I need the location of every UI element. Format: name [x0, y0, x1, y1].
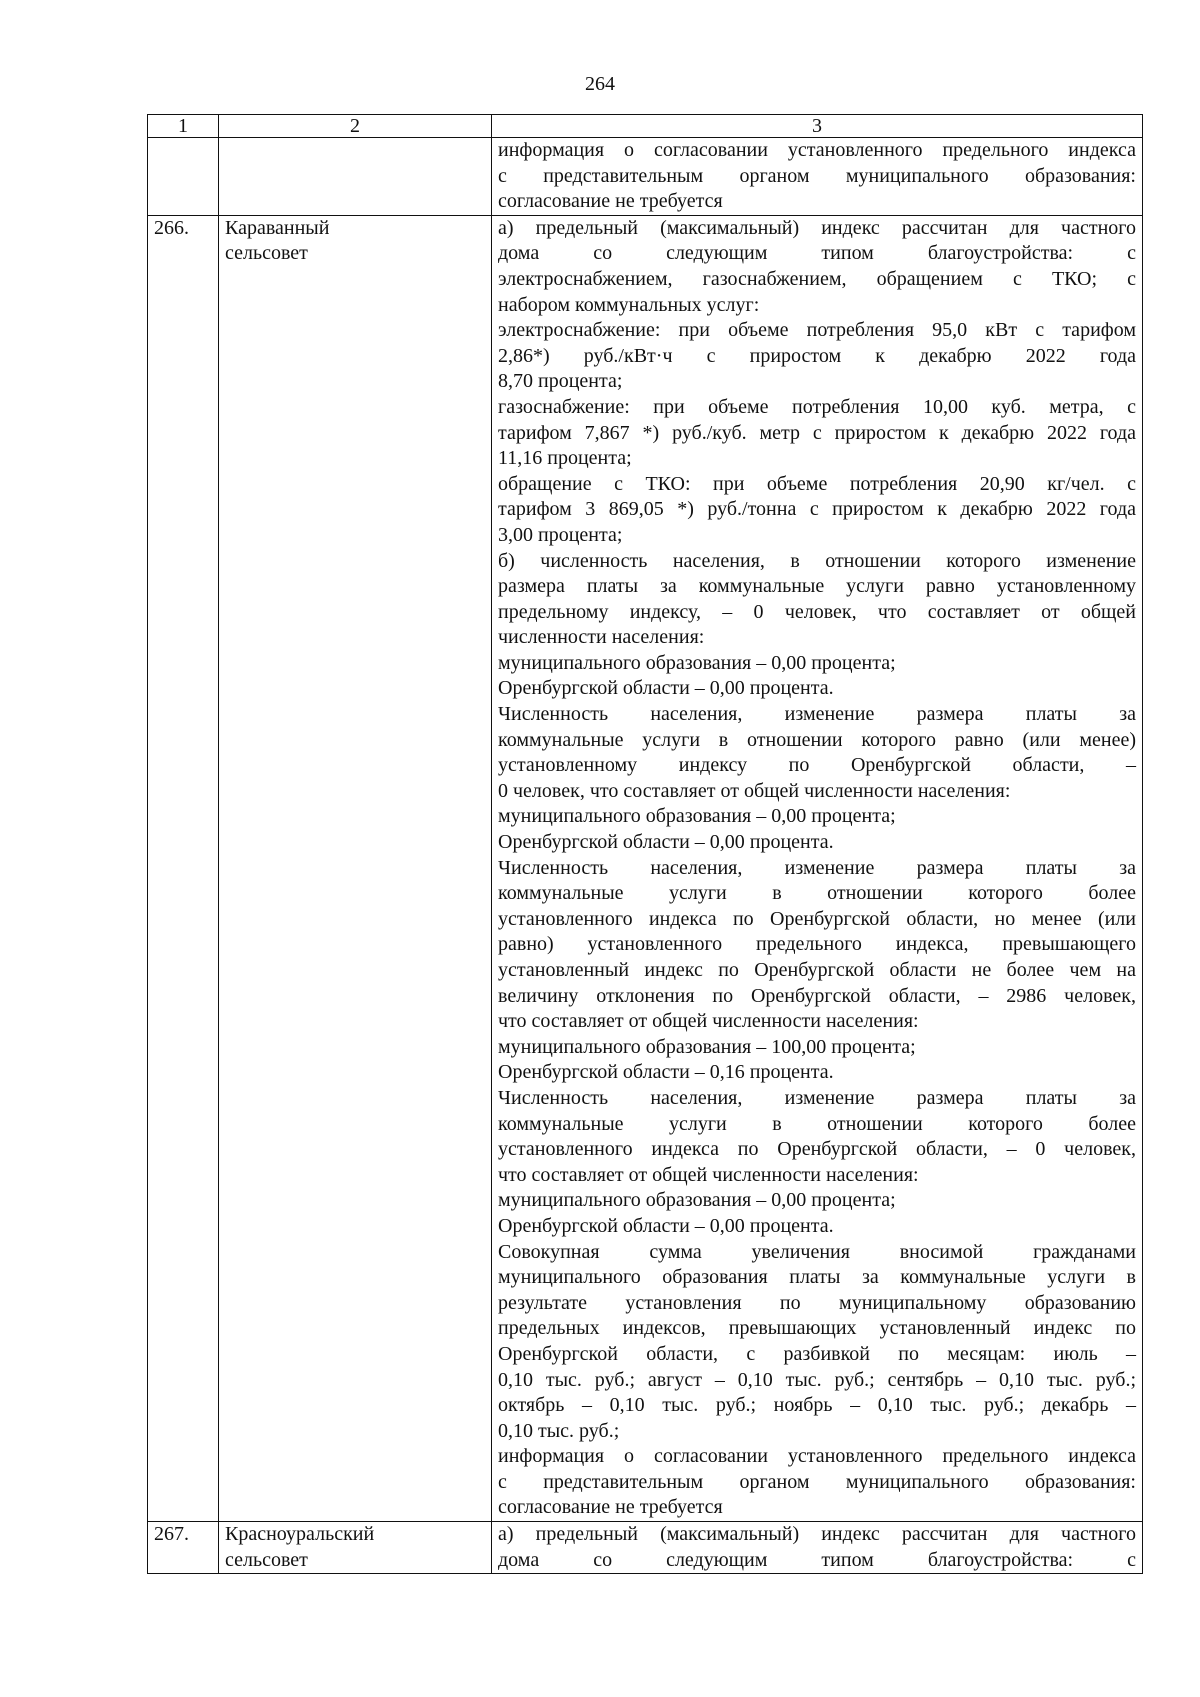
description-line: 0,10 тыс. руб.; август – 0,10 тыс. руб.; сентябрь – 0,10 тыс. руб.; — [498, 1368, 1136, 1391]
description-line: газоснабжение: при объеме потребления 10,00 куб. метра, с — [498, 395, 1136, 418]
description-line: обращение с ТКО: при объеме потребления 20,90 кг/чел. с — [498, 472, 1136, 495]
description-line: муниципального образования – 0,00 процента; — [498, 651, 896, 674]
description-line: Численность населения, изменение размера платы за — [498, 703, 1136, 726]
description-line: дома со следующим типом благоустройства: с — [498, 1548, 1136, 1571]
description-line: дома со следующим типом благоустройства: с — [498, 242, 1136, 265]
description-line: величину отклонения по Оренбургской области, – 2986 человек, — [498, 984, 1136, 1007]
description-cell — [492, 215, 1143, 1521]
description-line: Совокупная сумма увеличения вносимой гражданами — [498, 1240, 1136, 1263]
description-line: 11,16 процента; — [498, 447, 632, 470]
description-line: муниципального образования платы за коммунальные услуги в — [498, 1266, 1136, 1289]
page-number: 264 — [585, 73, 615, 95]
description-line: набором коммунальных услуг: — [498, 293, 760, 316]
municipality-name-cell — [219, 1522, 492, 1574]
description-line: муниципального образования – 100,00 процента; — [498, 1035, 916, 1058]
row-number-cell: 266. — [148, 215, 219, 1521]
description-line: согласование не требуется — [498, 1496, 723, 1519]
description-line: информация о согласовании установленного предельного индекса — [498, 1445, 1136, 1468]
description-line: коммунальные услуги в отношении которого равно (или менее) — [498, 728, 1136, 751]
header-cell-3: 3 — [492, 115, 1143, 138]
description-line: Оренбургской области – 0,00 процента. — [498, 831, 834, 854]
description-line: Оренбургской области, с разбивкой по месяцам: июль – — [498, 1342, 1136, 1365]
description-line: Оренбургской области – 0,00 процента. — [498, 1214, 834, 1237]
description-line: тарифом 3 869,05 *) руб./тонна с приростом к декабрю 2022 года — [498, 498, 1136, 521]
header-cell-2: 2 — [219, 115, 492, 138]
description-cell — [492, 138, 1143, 216]
description-line: что составляет от общей численности населения: — [498, 1163, 919, 1186]
description-line: коммунальные услуги в отношении которого более — [498, 1112, 1136, 1135]
description-line: тарифом 7,867 *) руб./куб. метр с приростом к декабрю 2022 года — [498, 421, 1136, 444]
description-line: 0 человек, что составляет от общей численности населения: — [498, 779, 1011, 802]
description-line: Численность населения, изменение размера платы за — [498, 1086, 1136, 1109]
description-line: что составляет от общей численности населения: — [498, 1010, 919, 1033]
table-row — [148, 138, 1143, 216]
description-line: равно) установленного предельного индекса, превышающего — [498, 933, 1136, 956]
description-line: Оренбургской области – 0,00 процента. — [498, 677, 834, 700]
municipality-name-line: Караванный — [225, 216, 330, 239]
description-line: с представительным органом муниципального образования: — [498, 164, 1136, 187]
description-line: результате установления по муниципальному образованию — [498, 1291, 1136, 1314]
table-row — [148, 1522, 1143, 1574]
description-line: коммунальные услуги в отношении которого более — [498, 882, 1136, 905]
description-line: информация о согласовании установленного предельного индекса — [498, 139, 1136, 161]
table-header-row — [148, 115, 1143, 138]
description-line: предельных индексов, превышающих установленный индекс по — [498, 1317, 1136, 1340]
row-number-cell: 267. — [148, 1522, 219, 1574]
table-row — [148, 215, 1143, 1521]
description-line: 2,86*) руб./кВт·ч с приростом к декабрю 2022 года — [498, 344, 1136, 367]
description-line: Численность населения, изменение размера платы за — [498, 856, 1136, 879]
description-line: а) предельный (максимальный) индекс рассчитан для частного — [498, 216, 1136, 239]
description-line: установленного индекса по Оренбургской области, – 0 человек, — [498, 1138, 1136, 1161]
description-line: муниципального образования – 0,00 процента; — [498, 805, 896, 828]
municipality-name-line: сельсовет — [225, 242, 308, 265]
municipality-name-line: Красноуральский — [225, 1523, 375, 1546]
row-number-cell — [148, 138, 219, 216]
description-cell — [492, 1522, 1143, 1574]
description-line: согласование не требуется — [498, 190, 723, 213]
description-line: с представительным органом муниципального образования: — [498, 1470, 1136, 1493]
description-line: Оренбургской области – 0,16 процента. — [498, 1061, 834, 1084]
description-line: муниципального образования – 0,00 процента; — [498, 1189, 896, 1212]
municipality-name-cell — [219, 138, 492, 216]
description-line: электроснабжением, газоснабжением, обращением с ТКО; с — [498, 267, 1136, 290]
description-line: а) предельный (максимальный) индекс рассчитан для частного — [498, 1523, 1136, 1546]
description-line: установленный индекс по Оренбургской области не более чем на — [498, 959, 1136, 981]
description-line: размера платы за коммунальные услуги равно установленному — [498, 575, 1136, 598]
description-line: 8,70 процента; — [498, 370, 623, 393]
description-line: 3,00 процента; — [498, 523, 623, 546]
municipality-name-line: сельсовет — [225, 1548, 308, 1571]
description-line: б) численность населения, в отношении которого изменение — [498, 549, 1136, 572]
description-line: установленному индексу по Оренбургской области, – — [498, 754, 1136, 777]
document-table — [147, 114, 1143, 1574]
header-cell-1: 1 — [148, 115, 219, 138]
description-line: электроснабжение: при объеме потребления 95,0 кВт с тарифом — [498, 319, 1136, 342]
description-line: численности населения: — [498, 626, 705, 649]
description-line: предельному индексу, – 0 человек, что составляет от общей — [498, 600, 1136, 623]
description-line: установленного индекса по Оренбургской области, но менее (или — [498, 907, 1136, 930]
municipality-name-cell — [219, 215, 492, 1521]
description-line: 0,10 тыс. руб.; — [498, 1419, 620, 1442]
description-line: октябрь – 0,10 тыс. руб.; ноябрь – 0,10 тыс. руб.; декабрь – — [498, 1394, 1136, 1417]
